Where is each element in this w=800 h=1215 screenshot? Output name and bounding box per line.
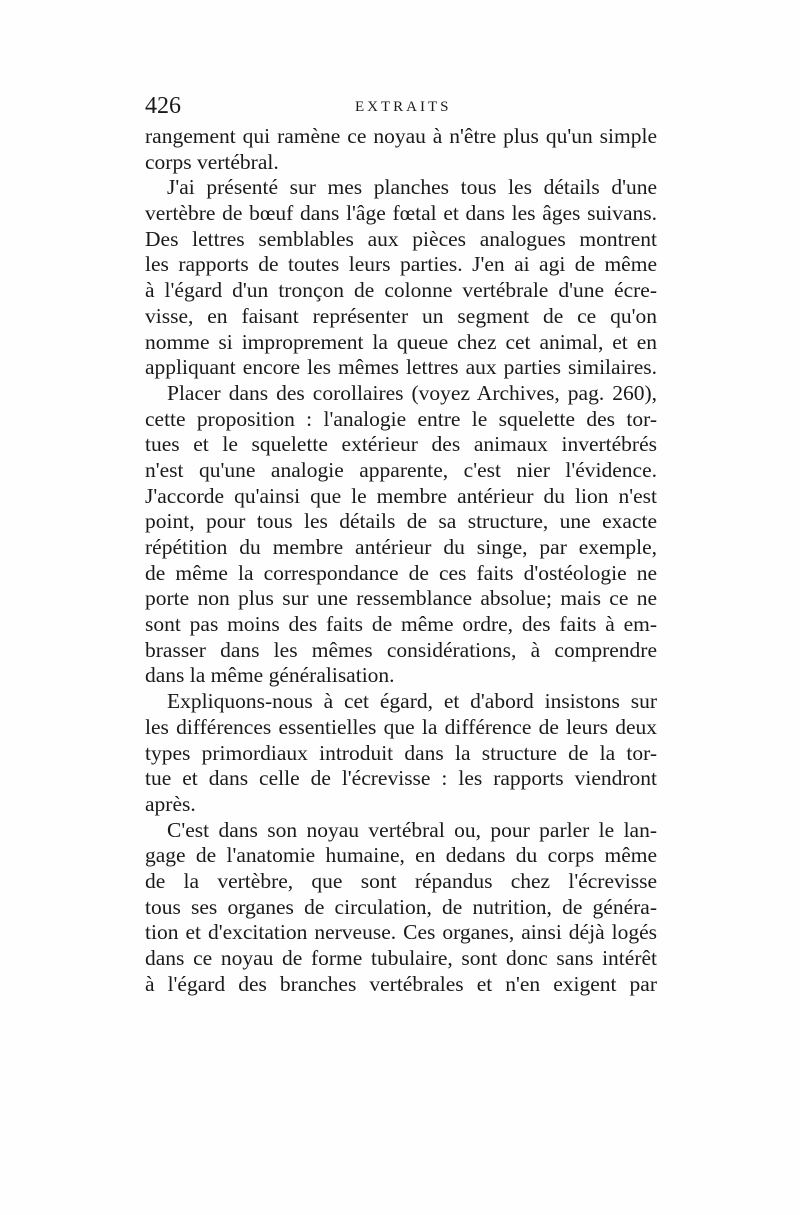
text-line: tion et d'excitation nerveuse. Ces organes, ainsi déjà logés xyxy=(145,920,657,945)
text-line: corps vertébral. xyxy=(145,149,279,174)
text-line: point, pour tous les détails de sa structure, une exacte xyxy=(145,509,657,534)
text-line: J'ai présenté sur mes planches tous les détails d'une xyxy=(167,175,657,200)
text-line: tue et dans celle de l'écrevisse : les rapports viendront xyxy=(145,766,657,791)
text-line: rangement qui ramène ce noyau à n'être plus qu'un simple xyxy=(145,124,657,148)
text-line: visse, en faisant représenter un segment de ce qu'on xyxy=(145,303,657,328)
text-line: Des lettres semblables aux pièces analogues montrent xyxy=(145,226,657,251)
text-line: cette proposition : l'analogie entre le squelette des tor- xyxy=(145,406,657,431)
text-line: n'est qu'une analogie apparente, c'est nier l'évidence. xyxy=(145,457,657,482)
running-title: EXTRAITS xyxy=(355,99,452,115)
body-text xyxy=(145,124,657,997)
text-line: nomme si improprement la queue chez cet animal, et en xyxy=(145,329,657,354)
text-line: Expliquons-nous à cet égard, et d'abord insistons sur xyxy=(167,689,657,714)
text-line: J'accorde qu'ainsi que le membre antérieur du lion n'est xyxy=(145,483,657,508)
text-line: les rapports de toutes leurs parties. J'en ai agi de même xyxy=(145,252,657,277)
text-line: brasser dans les mêmes considérations, à comprendre xyxy=(145,637,657,662)
text-line: répétition du membre antérieur du singe, par exemple, xyxy=(145,535,657,559)
text-line: vertèbre de bœuf dans l'âge fœtal et dans les âges suivans. xyxy=(145,201,657,226)
text-line: tues et le squelette extérieur des animaux invertébrés xyxy=(145,432,657,457)
text-line: dans la même généralisation. xyxy=(145,663,395,688)
page-number: 426 xyxy=(145,93,181,119)
text-line: dans ce noyau de forme tubulaire, sont donc sans intérêt xyxy=(145,946,657,970)
text-line: tous ses organes de circulation, de nutrition, de généra- xyxy=(145,894,657,919)
text-line: à l'égard d'un tronçon de colonne vertébrale d'une écre- xyxy=(145,278,657,303)
text-line: appliquant encore les mêmes lettres aux parties similaires. xyxy=(145,355,657,380)
running-head xyxy=(145,93,655,123)
text-line: Placer dans des corollaires (voyez Archives, pag. 260), xyxy=(167,380,657,405)
text-line: à l'égard des branches vertébrales et n'en exigent par xyxy=(145,971,657,996)
text-line: gage de l'anatomie humaine, en dedans du corps même xyxy=(145,843,657,868)
text-line: C'est dans son noyau vertébral ou, pour parler le lan- xyxy=(167,817,657,842)
text-line: après. xyxy=(145,791,196,816)
text-line: les différences essentielles que la différence de leurs deux xyxy=(145,714,657,739)
text-line: sont pas moins des faits de même ordre, des faits à em- xyxy=(145,612,657,637)
text-line: de même la correspondance de ces faits d'ostéologie ne xyxy=(145,560,657,585)
text-line: porte non plus sur une ressemblance absolue; mais ce ne xyxy=(145,586,657,611)
text-line: de la vertèbre, que sont répandus chez l'écrevisse xyxy=(145,868,657,893)
text-line: types primordiaux introduit dans la structure de la tor- xyxy=(145,740,657,765)
